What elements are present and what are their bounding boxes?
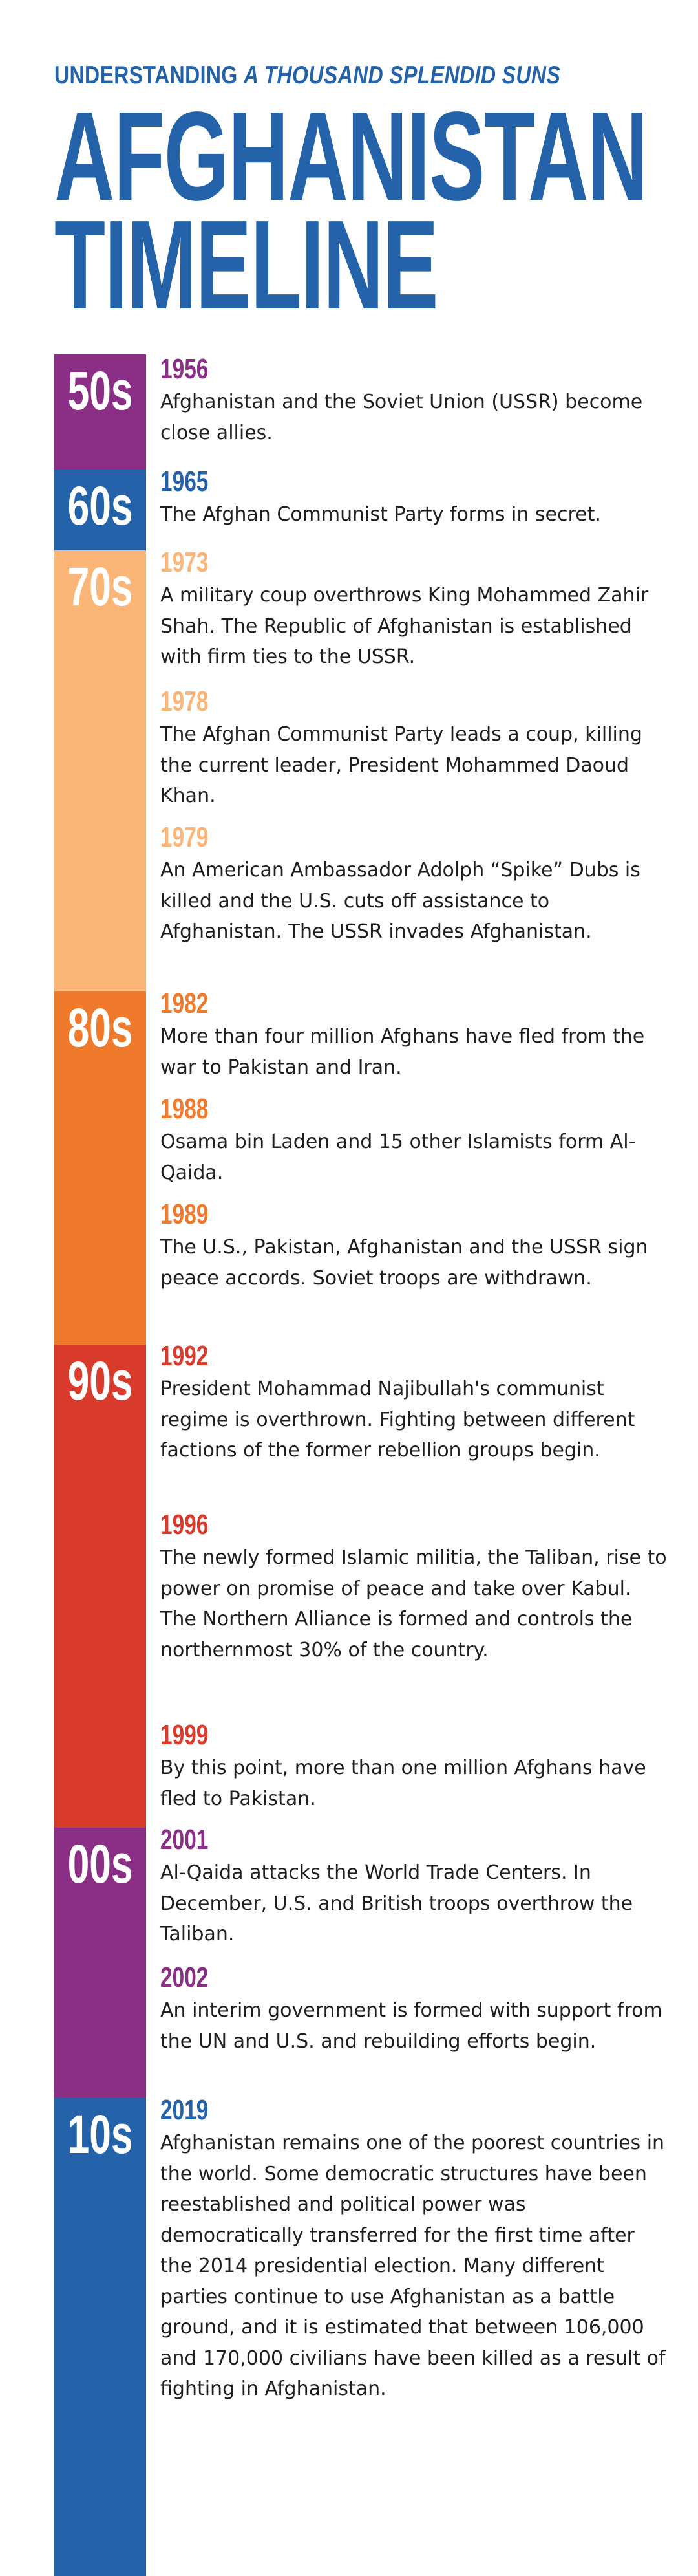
event-year: 1965: [160, 466, 209, 497]
decade-band-70s: [54, 550, 146, 991]
event-description: An American Ambassador Adolph “Spike” Dubs is killed and the U.S. cuts off assistance to Afghanistan. The USSR invades Afghanistan.: [160, 859, 640, 943]
timeline-event: [160, 547, 671, 673]
event-year: 1982: [160, 988, 209, 1019]
event-year: 2001: [160, 1824, 209, 1856]
timeline-event: [160, 1093, 671, 1188]
timeline-event: [160, 821, 671, 947]
event-description: More than four million Afghans have fled from the war to Pakistan and Iran.: [160, 1025, 645, 1079]
event-year: 1989: [160, 1198, 209, 1230]
header: [54, 61, 688, 336]
event-year: 1956: [160, 353, 209, 385]
timeline-event: [160, 353, 671, 448]
event-year: 1999: [160, 1719, 209, 1751]
decade-band-90s: [54, 1345, 146, 1828]
decade-label: 60s: [67, 475, 133, 536]
event-description: Afghanistan remains one of the poorest countries in the world. Some democratic structures have been reestablished and political power was democratically transferred for the first time after the 2014 presidential election. Many different parties continue to use Afghanistan as a battle ground, and it is estimated that between 106,000 and 170,000 civilians have been killed as a result of fighting in Afghanistan.: [160, 2132, 666, 2400]
decade-band-10s: [54, 2098, 146, 2576]
event-year: 1978: [160, 686, 209, 717]
timeline-event: [160, 1719, 671, 1814]
event-description: Osama bin Laden and 15 other Islamists form Al-Qaida.: [160, 1131, 636, 1184]
decade-band-60s: [54, 470, 146, 550]
decade-label: 90s: [67, 1350, 133, 1411]
timeline-event: [160, 1509, 671, 1665]
timeline-event: [160, 686, 671, 812]
timeline-event: [160, 2094, 671, 2405]
timeline-event: [160, 466, 671, 530]
event-description: The newly formed Islamic militia, the Taliban, rise to power on promise of peace and take over Kabul. The Northern Alliance is formed and controls the northernmost 30% of the country.: [160, 1546, 667, 1661]
timeline-event: [160, 1962, 671, 2057]
page-title: [54, 85, 648, 336]
decade-band-80s: [54, 991, 146, 1345]
event-description: Al-Qaida attacks the World Trade Centers. In December, U.S. and British troops overthrow the Taliban.: [160, 1861, 633, 1945]
decade-band-50s: [54, 354, 146, 470]
event-description: A military coup overthrows King Mohammed Zahir Shah. The Republic of Afghanistan is established with firm ties to the USSR.: [160, 584, 649, 668]
timeline-event: [160, 1198, 671, 1293]
decade-label: 50s: [67, 360, 133, 421]
event-year: 2019: [160, 2094, 209, 2126]
timeline-event: [160, 1340, 671, 1466]
book-title: A THOUSAND SPLENDID SUNS: [243, 61, 561, 89]
subtitle-prefix: UNDERSTANDING: [54, 61, 238, 89]
event-year: 1988: [160, 1093, 209, 1125]
timeline-event: [160, 988, 671, 1083]
decade-label: 00s: [67, 1834, 133, 1894]
timeline-event: [160, 1824, 671, 1950]
title-line-2: TIMELINE: [54, 194, 438, 336]
event-description: Afghanistan and the Soviet Union (USSR) become close allies.: [160, 391, 643, 444]
event-year: 1973: [160, 547, 209, 578]
title-line-1: AFGHANISTAN: [54, 85, 648, 227]
decade-label: 70s: [67, 556, 133, 617]
event-description: The Afghan Communist Party forms in secret.: [160, 503, 601, 526]
event-year: 1979: [160, 821, 209, 853]
event-description: An interim government is formed with support from the UN and U.S. and rebuilding efforts begin.: [160, 1999, 662, 2053]
event-description: President Mohammad Najibullah's communist regime is overthrown. Fighting between different factions of the former rebellion groups begin.: [160, 1378, 635, 1462]
event-year: 1996: [160, 1509, 209, 1541]
event-description: The U.S., Pakistan, Afghanistan and the USSR sign peace accords. Soviet troops are withdrawn.: [160, 1236, 648, 1290]
event-description: The Afghan Communist Party leads a coup, killing the current leader, President Mohammed Daoud Khan.: [160, 723, 642, 807]
decade-band-00s: [54, 1828, 146, 2098]
event-description: By this point, more than one million Afghans have fled to Pakistan.: [160, 1757, 646, 1810]
event-year: 1992: [160, 1340, 209, 1372]
decade-label: 10s: [67, 2104, 133, 2165]
decade-label: 80s: [67, 997, 133, 1058]
event-year: 2002: [160, 1962, 209, 1993]
